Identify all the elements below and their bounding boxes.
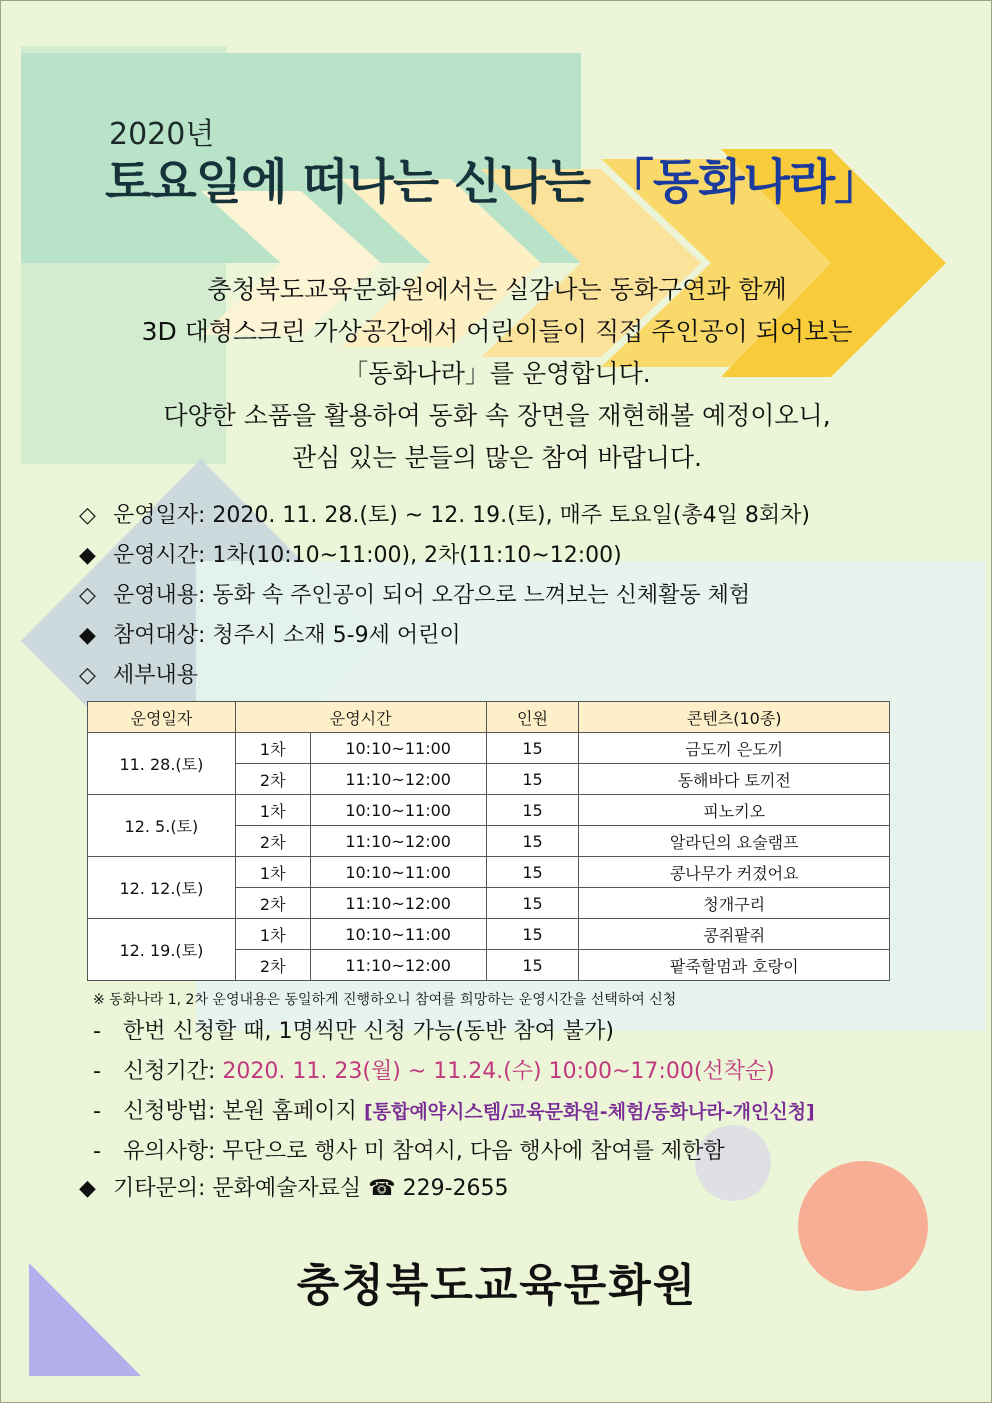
dash-bullet: - <box>93 1099 101 1124</box>
cell-time: 11:10~12:00 <box>310 950 486 981</box>
info-label: 신청방법: <box>123 1099 216 1124</box>
cell-content: 콩나무가 커졌어요 <box>579 857 890 888</box>
intro-line: 다양한 소품을 활용하여 동화 속 장면을 재현해볼 예정이오니, <box>163 401 831 430</box>
info-value: 1차(10:10~11:00), 2차(11:10~12:00) <box>212 543 622 568</box>
cell-time: 10:10~11:00 <box>310 795 486 826</box>
table-row <box>88 733 890 764</box>
cell-count: 15 <box>486 857 579 888</box>
cell-count: 15 <box>486 826 579 857</box>
apply-period <box>93 1054 775 1085</box>
event-title <box>105 143 881 212</box>
info-label: 운영시간: <box>113 543 206 568</box>
cell-round: 2차 <box>235 764 310 795</box>
cell-time: 10:10~11:00 <box>310 919 486 950</box>
event-title-highlight: 「동화나라」 <box>605 154 882 210</box>
dash-bullet: - <box>93 1139 101 1164</box>
info-label: 세부내용 <box>113 663 199 688</box>
apply-caution <box>93 1134 725 1165</box>
cell-round: 1차 <box>235 919 310 950</box>
cell-time: 10:10~11:00 <box>310 857 486 888</box>
table-row <box>88 919 890 950</box>
contact-department: 문화예술자료실 <box>212 1176 362 1201</box>
event-title-main: 토요일에 떠나는 신나는 <box>105 154 606 210</box>
info-label: 참여대상: <box>113 623 206 648</box>
intro-line: 충청북도교육문화원에서는 실감나는 동화구연과 함께 <box>207 275 787 304</box>
schedule-table <box>87 701 890 981</box>
cell-content: 알라딘의 요술램프 <box>579 826 890 857</box>
info-operation-dates <box>79 498 810 529</box>
cell-round: 1차 <box>235 795 310 826</box>
table-note: ※ 동화나라 1, 2차 운영내용은 동일하게 진행하오니 참여를 희망하는 운영시간을 선택하여 신청 <box>93 992 677 1008</box>
cell-count: 15 <box>486 919 579 950</box>
table-header-row <box>88 702 890 733</box>
cell-round: 1차 <box>235 733 310 764</box>
cell-round: 2차 <box>235 826 310 857</box>
cell-content: 동해바다 토끼전 <box>579 764 890 795</box>
cell-time: 11:10~12:00 <box>310 764 486 795</box>
info-label: 유의사항: <box>123 1139 216 1164</box>
outline-diamond-icon: ◇ <box>79 663 96 688</box>
table-row <box>88 857 890 888</box>
organization-name: 충청북도교육문화원 <box>296 1260 698 1311</box>
info-value: 한번 신청할 때, 1명씩만 신청 가능(동반 참여 불가) <box>123 1019 614 1044</box>
info-label: 기타문의: <box>113 1176 206 1201</box>
cell-date: 12. 12.(토) <box>88 857 236 919</box>
info-operation-time <box>79 538 622 569</box>
apply-method-path: [통합예약시스템/교육문화원-체험/동화나라-개인신청] <box>363 1101 815 1123</box>
cell-date: 12. 5.(토) <box>88 795 236 857</box>
apply-limit <box>93 1014 614 1045</box>
cell-time: 11:10~12:00 <box>310 826 486 857</box>
cell-count: 15 <box>486 764 579 795</box>
info-label: 신청기간: <box>123 1059 216 1084</box>
cell-round: 2차 <box>235 888 310 919</box>
info-value: 동화 속 주인공이 되어 오감으로 느껴보는 신체활동 체험 <box>212 583 751 608</box>
dash-bullet: - <box>93 1019 101 1044</box>
filled-diamond-icon: ◆ <box>79 1176 96 1201</box>
contact-phone: 229-2655 <box>402 1176 509 1201</box>
outline-diamond-icon: ◇ <box>79 583 96 608</box>
cell-content: 팥죽할멈과 호랑이 <box>579 950 890 981</box>
cell-count: 15 <box>486 888 579 919</box>
header-time: 운영시간 <box>235 702 486 733</box>
cell-count: 15 <box>486 795 579 826</box>
cell-date: 12. 19.(토) <box>88 919 236 981</box>
cell-content: 피노키오 <box>579 795 890 826</box>
contact-info <box>79 1171 509 1202</box>
header-count: 인원 <box>486 702 579 733</box>
cell-count: 15 <box>486 950 579 981</box>
header-content: 콘텐츠(10종) <box>579 702 890 733</box>
intro-text <box>41 269 953 479</box>
intro-line: 관심 있는 분들의 많은 참여 바랍니다. <box>292 443 702 472</box>
cell-round: 1차 <box>235 857 310 888</box>
cell-time: 11:10~12:00 <box>310 888 486 919</box>
event-year: 2020년 <box>109 117 215 152</box>
cell-date: 11. 28.(토) <box>88 733 236 795</box>
dash-bullet: - <box>93 1059 101 1084</box>
info-details <box>79 658 198 689</box>
table-row <box>88 795 890 826</box>
header-date: 운영일자 <box>88 702 236 733</box>
info-label: 운영내용: <box>113 583 206 608</box>
outline-diamond-icon: ◇ <box>79 503 96 528</box>
cell-round: 2차 <box>235 950 310 981</box>
info-operation-content <box>79 578 750 609</box>
cell-content: 청개구리 <box>579 888 890 919</box>
info-target <box>79 618 461 649</box>
filled-diamond-icon: ◆ <box>79 623 96 648</box>
intro-line: 3D 대형스크린 가상공간에서 어린이들이 직접 주인공이 되어보는 <box>141 317 853 346</box>
cell-content: 콩쥐팥쥐 <box>579 919 890 950</box>
info-label: 운영일자: <box>113 503 206 528</box>
info-value: 2020. 11. 28.(토) ~ 12. 19.(토), 매주 토요일(총4일 8회차) <box>212 503 810 528</box>
cell-time: 10:10~11:00 <box>310 733 486 764</box>
cell-count: 15 <box>486 733 579 764</box>
filled-diamond-icon: ◆ <box>79 543 96 568</box>
info-value: 무단으로 행사 미 참여시, 다음 행사에 참여를 제한함 <box>222 1139 725 1164</box>
info-value: 본원 홈페이지 <box>222 1099 357 1124</box>
phone-icon: ☎ <box>368 1176 396 1201</box>
apply-method <box>93 1094 815 1125</box>
info-value: 청주시 소재 5-9세 어린이 <box>212 623 461 648</box>
intro-line: 「동화나라」를 운영합니다. <box>343 359 651 388</box>
apply-period-value: 2020. 11. 23(월) ~ 11.24.(수) 10:00~17:00(선착순) <box>222 1059 775 1084</box>
cell-content: 금도끼 은도끼 <box>579 733 890 764</box>
